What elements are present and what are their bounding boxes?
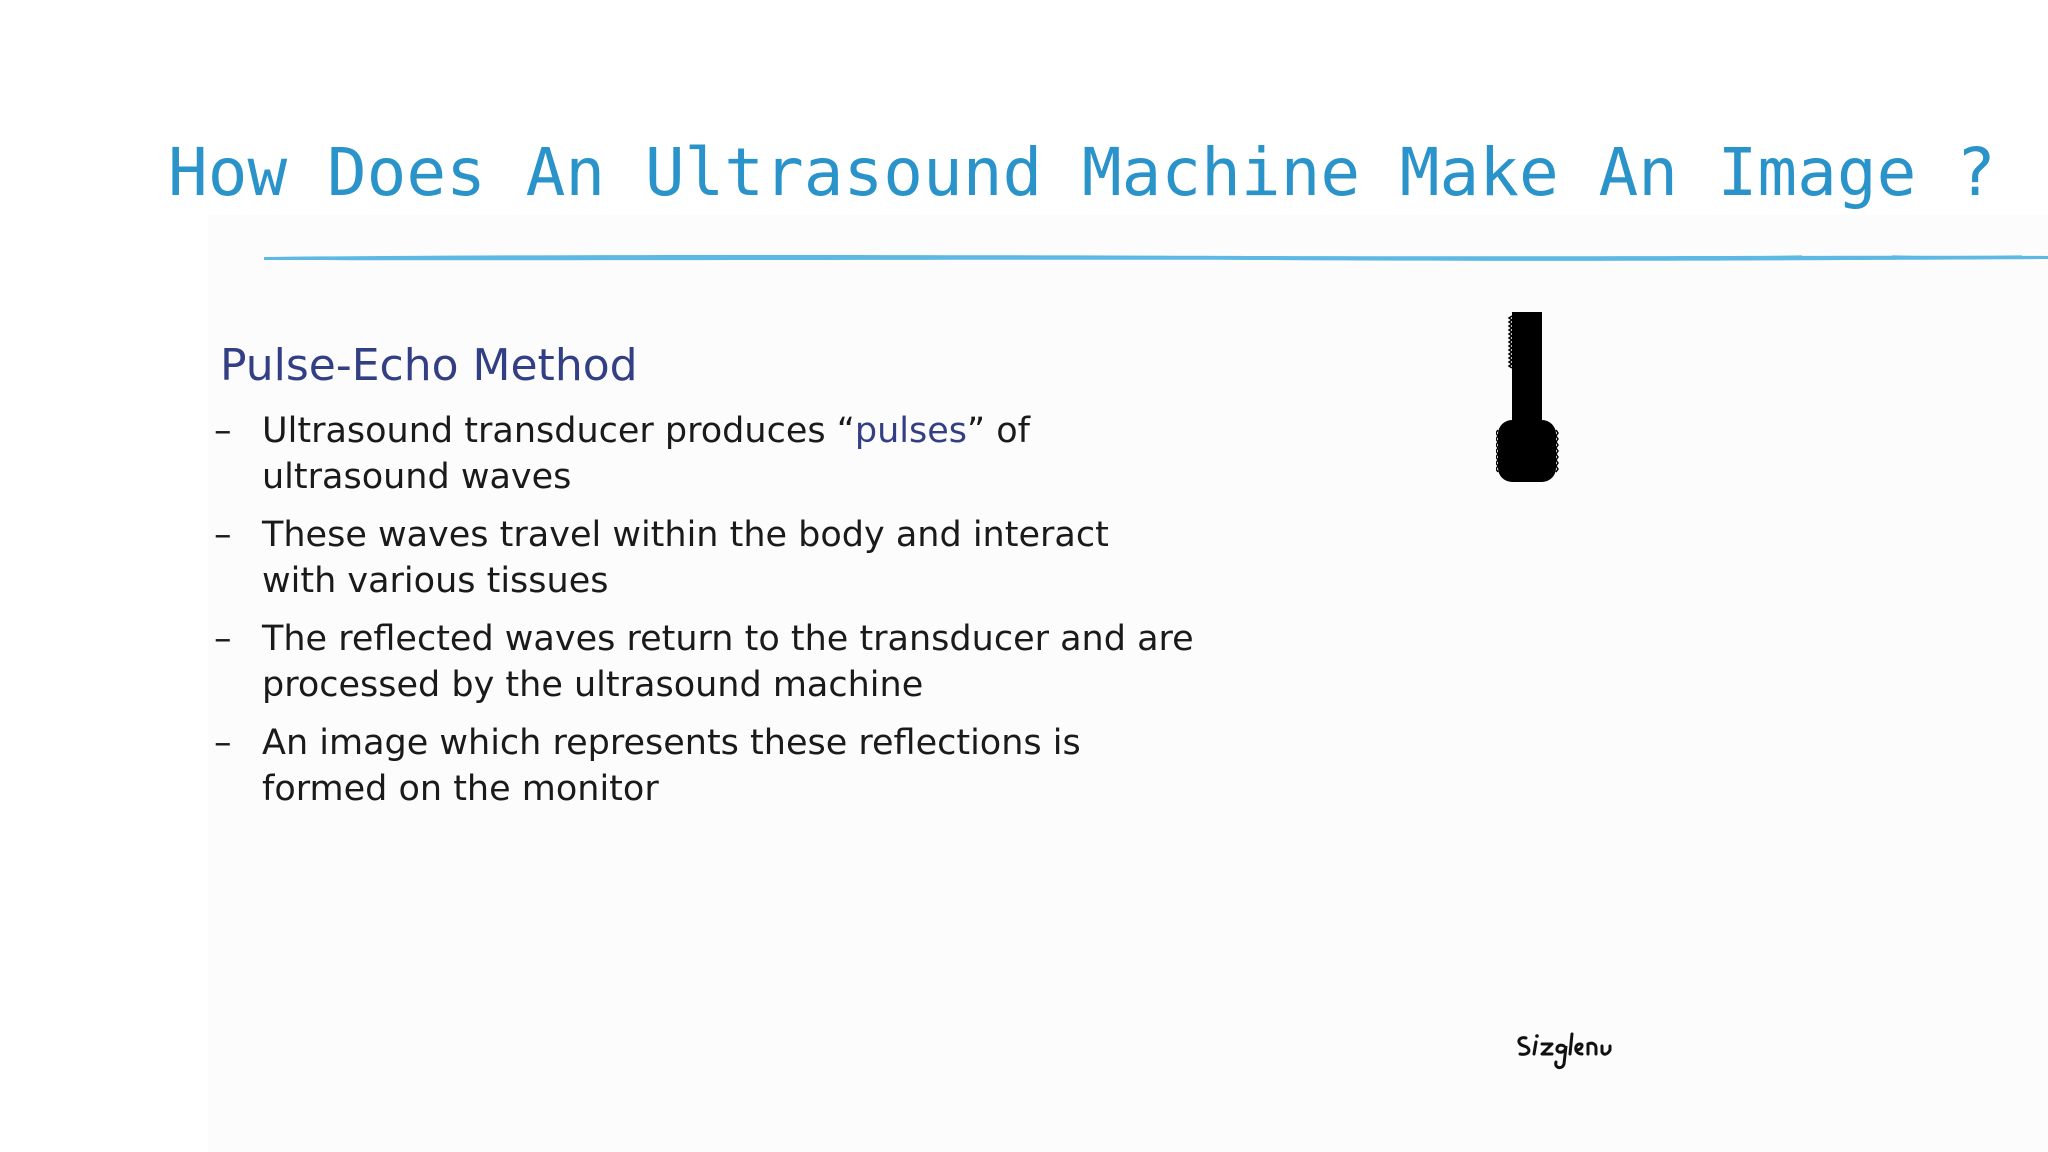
signature-logo [1512,1024,1622,1074]
bullet-dash: – [214,411,232,451]
list-item [214,408,1214,500]
bullet-dash: – [214,723,232,763]
section-subheading: Pulse-Echo Method [220,340,638,391]
ultrasound-transducer-icon [1496,312,1560,486]
title-underline-brush-stroke [262,248,2048,268]
bullet-text: Ultrasound transducer produces “pulses” of [262,411,1030,451]
bullet-text-continuation: formed on the monitor [262,769,659,809]
bullet-text-continuation: ultrasound waves [262,457,572,497]
slide-title: How Does An Ultrasound Machine Make An Image ? [168,134,1996,211]
bullet-list [214,408,1214,824]
highlighted-term: pulses [854,411,967,451]
bullet-dash: – [214,619,232,659]
bullet-text-continuation: processed by the ultrasound machine [262,665,924,705]
bullet-text: The reflected waves return to the transducer and are [262,619,1194,659]
list-item [214,512,1214,604]
list-item [214,720,1214,812]
bullet-text: An image which represents these reflections is [262,723,1081,763]
list-item [214,616,1214,708]
bullet-text: These waves travel within the body and interact [262,515,1109,555]
bullet-dash: – [214,515,232,555]
bullet-text-continuation: with various tissues [262,561,609,601]
